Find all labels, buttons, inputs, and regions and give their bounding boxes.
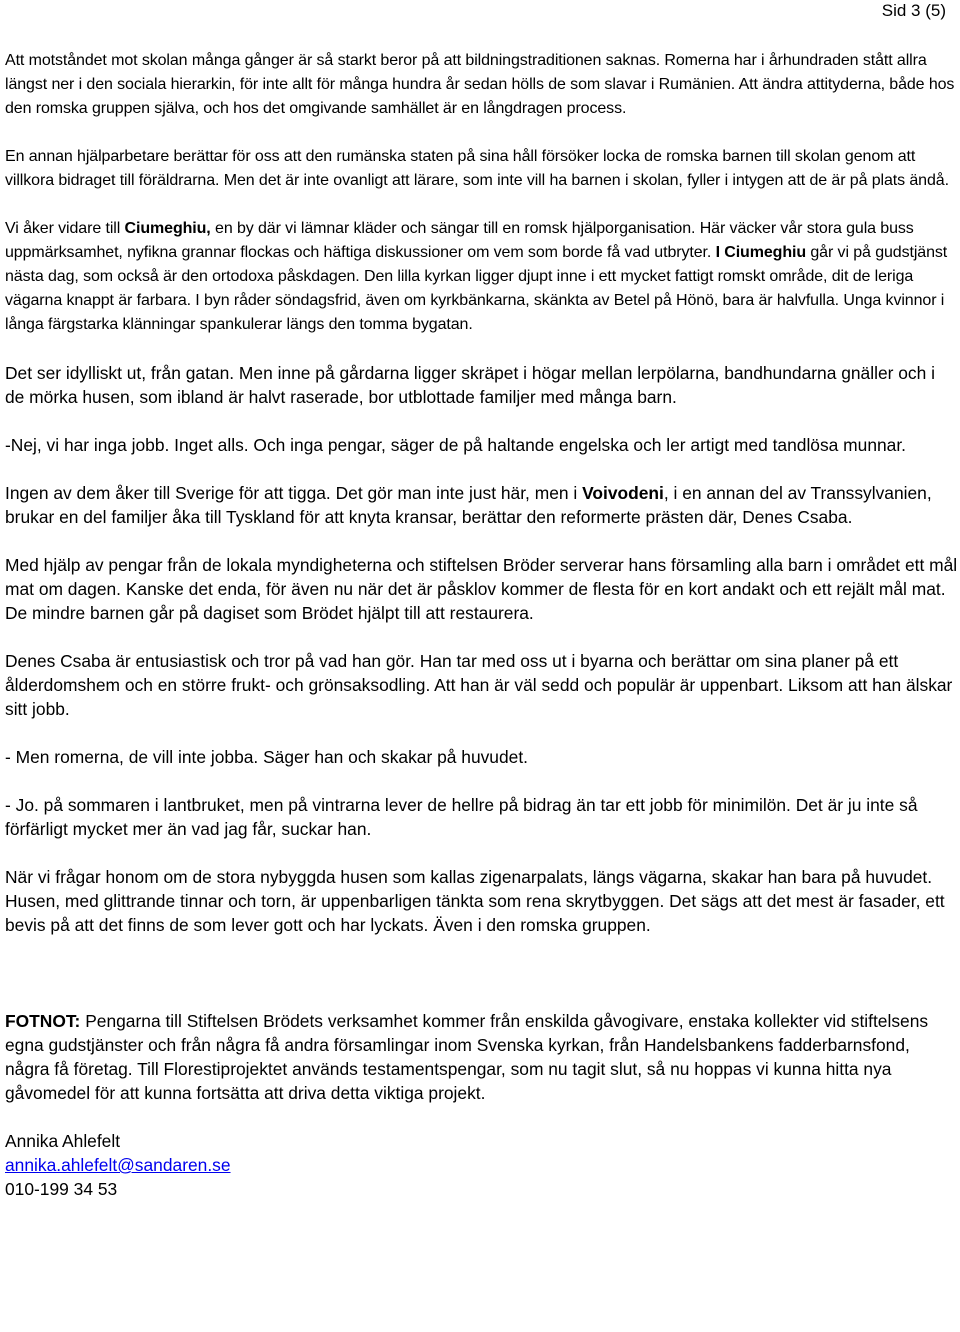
footnote-text: Pengarna till Stiftelsen Brödets verksamhet kommer från enskilda gåvogivare, enstaka kollekter vid stiftelsens egna gudstjänster och från några få andra församlingar inom Svenska kyrkan, från Handelsbankens fadderbarnsfond, några få företag. Till Florestiprojektet används testamentspengar, som nu tagit slut, så nu hoppas vi kunna hitta nya gåvomedel för att kunna fortsätta att driva detta viktiga projekt. <box>5 1011 929 1103</box>
signature-block <box>5 1129 959 1201</box>
paragraph-3-text-a: Vi åker vidare till <box>5 220 125 237</box>
paragraph-10: - Jo. på sommaren i lantbruket, men på vintrarna lever de hellre på bidrag än tar ett jobb för minimilön. Det är ju inte så förfärligt mycket mer än vad jag får, suckar han. <box>5 795 918 839</box>
paragraph-3-text-c: en by där vi lämnar kläder och sängar till en romsk hjälporganisation. Här väcker vår stora gula buss uppmärksamhet, nyfikna grannar flockas och häftiga diskussioner om vem som borde få vad utbryter. <box>5 220 914 261</box>
author-name: Annika Ahlefelt <box>5 1131 121 1151</box>
page-number: Sid 3 (5) <box>881 1 946 20</box>
paragraph-1: Att motståndet mot skolan många gånger är så starkt beror på att bildningstraditionen saknas. Romerna har i århundraden stått allra längst ner i den sociala hierarkin, för inte allt för många hundra år sedan hölls de som slavar i Rumänien. Att ändra attityderna, både hos den romska gruppen själva, och hos det omgivande samhället är en långdragen process. <box>5 52 955 117</box>
place-name-voivodeni: Voivodeni <box>582 483 664 503</box>
footnote <box>5 1009 959 1105</box>
article-body <box>5 49 959 1201</box>
paragraph-9: - Men romerna, de vill inte jobba. Säger han och skakar på huvudet. <box>5 747 528 767</box>
paragraph-11: När vi frågar honom om de stora nybyggda husen som kallas zigenarpalats, längs vägarna, skakar han bara på huvudet. Husen, med glittrande tinnar och torn, är uppenbarligen tänkta som rena skrytbyggen. Det sägs att det mest är fasader, ett bevis på att det finns de som lever gott och har lyckats. Även i den romska gruppen. <box>5 867 945 935</box>
paragraph-5: -Nej, vi har inga jobb. Inget alls. Och inga pengar, säger de på haltande engelska och ler artigt med tandlösa munnar. <box>5 435 907 455</box>
paragraph-8: Denes Csaba är entusiastisk och tror på vad han gör. Han tar med oss ut i byarna och berättar om sina planer på ett ålderdomshem och en större frukt- och grönsaksodling. Att han är väl sedd och populär är uppenbart. Liksom att han älskar sitt jobb. <box>5 651 953 719</box>
footnote-label: FOTNOT: <box>5 1011 81 1031</box>
author-email-link[interactable]: annika.ahlefelt@sandaren.se <box>5 1155 231 1175</box>
paragraph-7: Med hjälp av pengar från de lokala myndigheterna och stiftelsen Bröder serverar hans församling alla barn i området ett mål mat om dagen. Kanske det enda, för även nu när det är påsklov kommer de flesta för en kort andakt och ett rejält mål mat. De mindre barnen går på dagiset som Brödet hjälpt till att restaurera. <box>5 555 958 623</box>
place-name-ciumeghiu: Ciumeghiu, <box>124 220 211 237</box>
paragraph-3 <box>5 217 959 337</box>
paragraph-2: En annan hjälparbetare berättar för oss att den rumänska staten på sina håll försöker locka de romska barnen till skolan genom att villkora bidraget till föräldrarna. Men det är inte ovanligt att lärare, som inte vill ha barnen i skolan, fyller i intygen att de är på plats ändå. <box>5 148 949 189</box>
paragraph-6-text-a: Ingen av dem åker till Sverige för att tigga. Det gör man inte just här, men i <box>5 483 583 503</box>
paragraph-3-text-e: går vi på gudstjänst nästa dag, som också är den ortodoxa påskdagen. Den lilla kyrkan ligger djupt inne i ett mycket fattigt romskt område, dit de leriga vägarna knappt är farbara. I byn råder söndagsfrid, även om kyrkbänkarna, skänkta av Betel på Hönö, bara är halvfulla. Unga kvinnor i långa färgstarka klänningar spankulerar längs den tomma bygatan. <box>5 244 948 333</box>
place-name-ciumeghiu-2: I Ciumeghiu <box>715 244 807 261</box>
paragraph-6 <box>5 481 959 529</box>
author-phone: 010-199 34 53 <box>5 1179 118 1199</box>
paragraph-6-text-c: , i en annan del av Transsylvanien, brukar en del familjer åka till Tyskland för att knyta kransar, berättar den reformerte prästen där, Denes Csaba. <box>5 483 932 527</box>
paragraph-4: Det ser idylliskt ut, från gatan. Men inne på gårdarna ligger skräpet i högar mellan lerpölarna, bandhundarna gnäller och i de mörka husen, som ibland är halvt raserade, bor utblottade familjer med många barn. <box>5 363 935 407</box>
